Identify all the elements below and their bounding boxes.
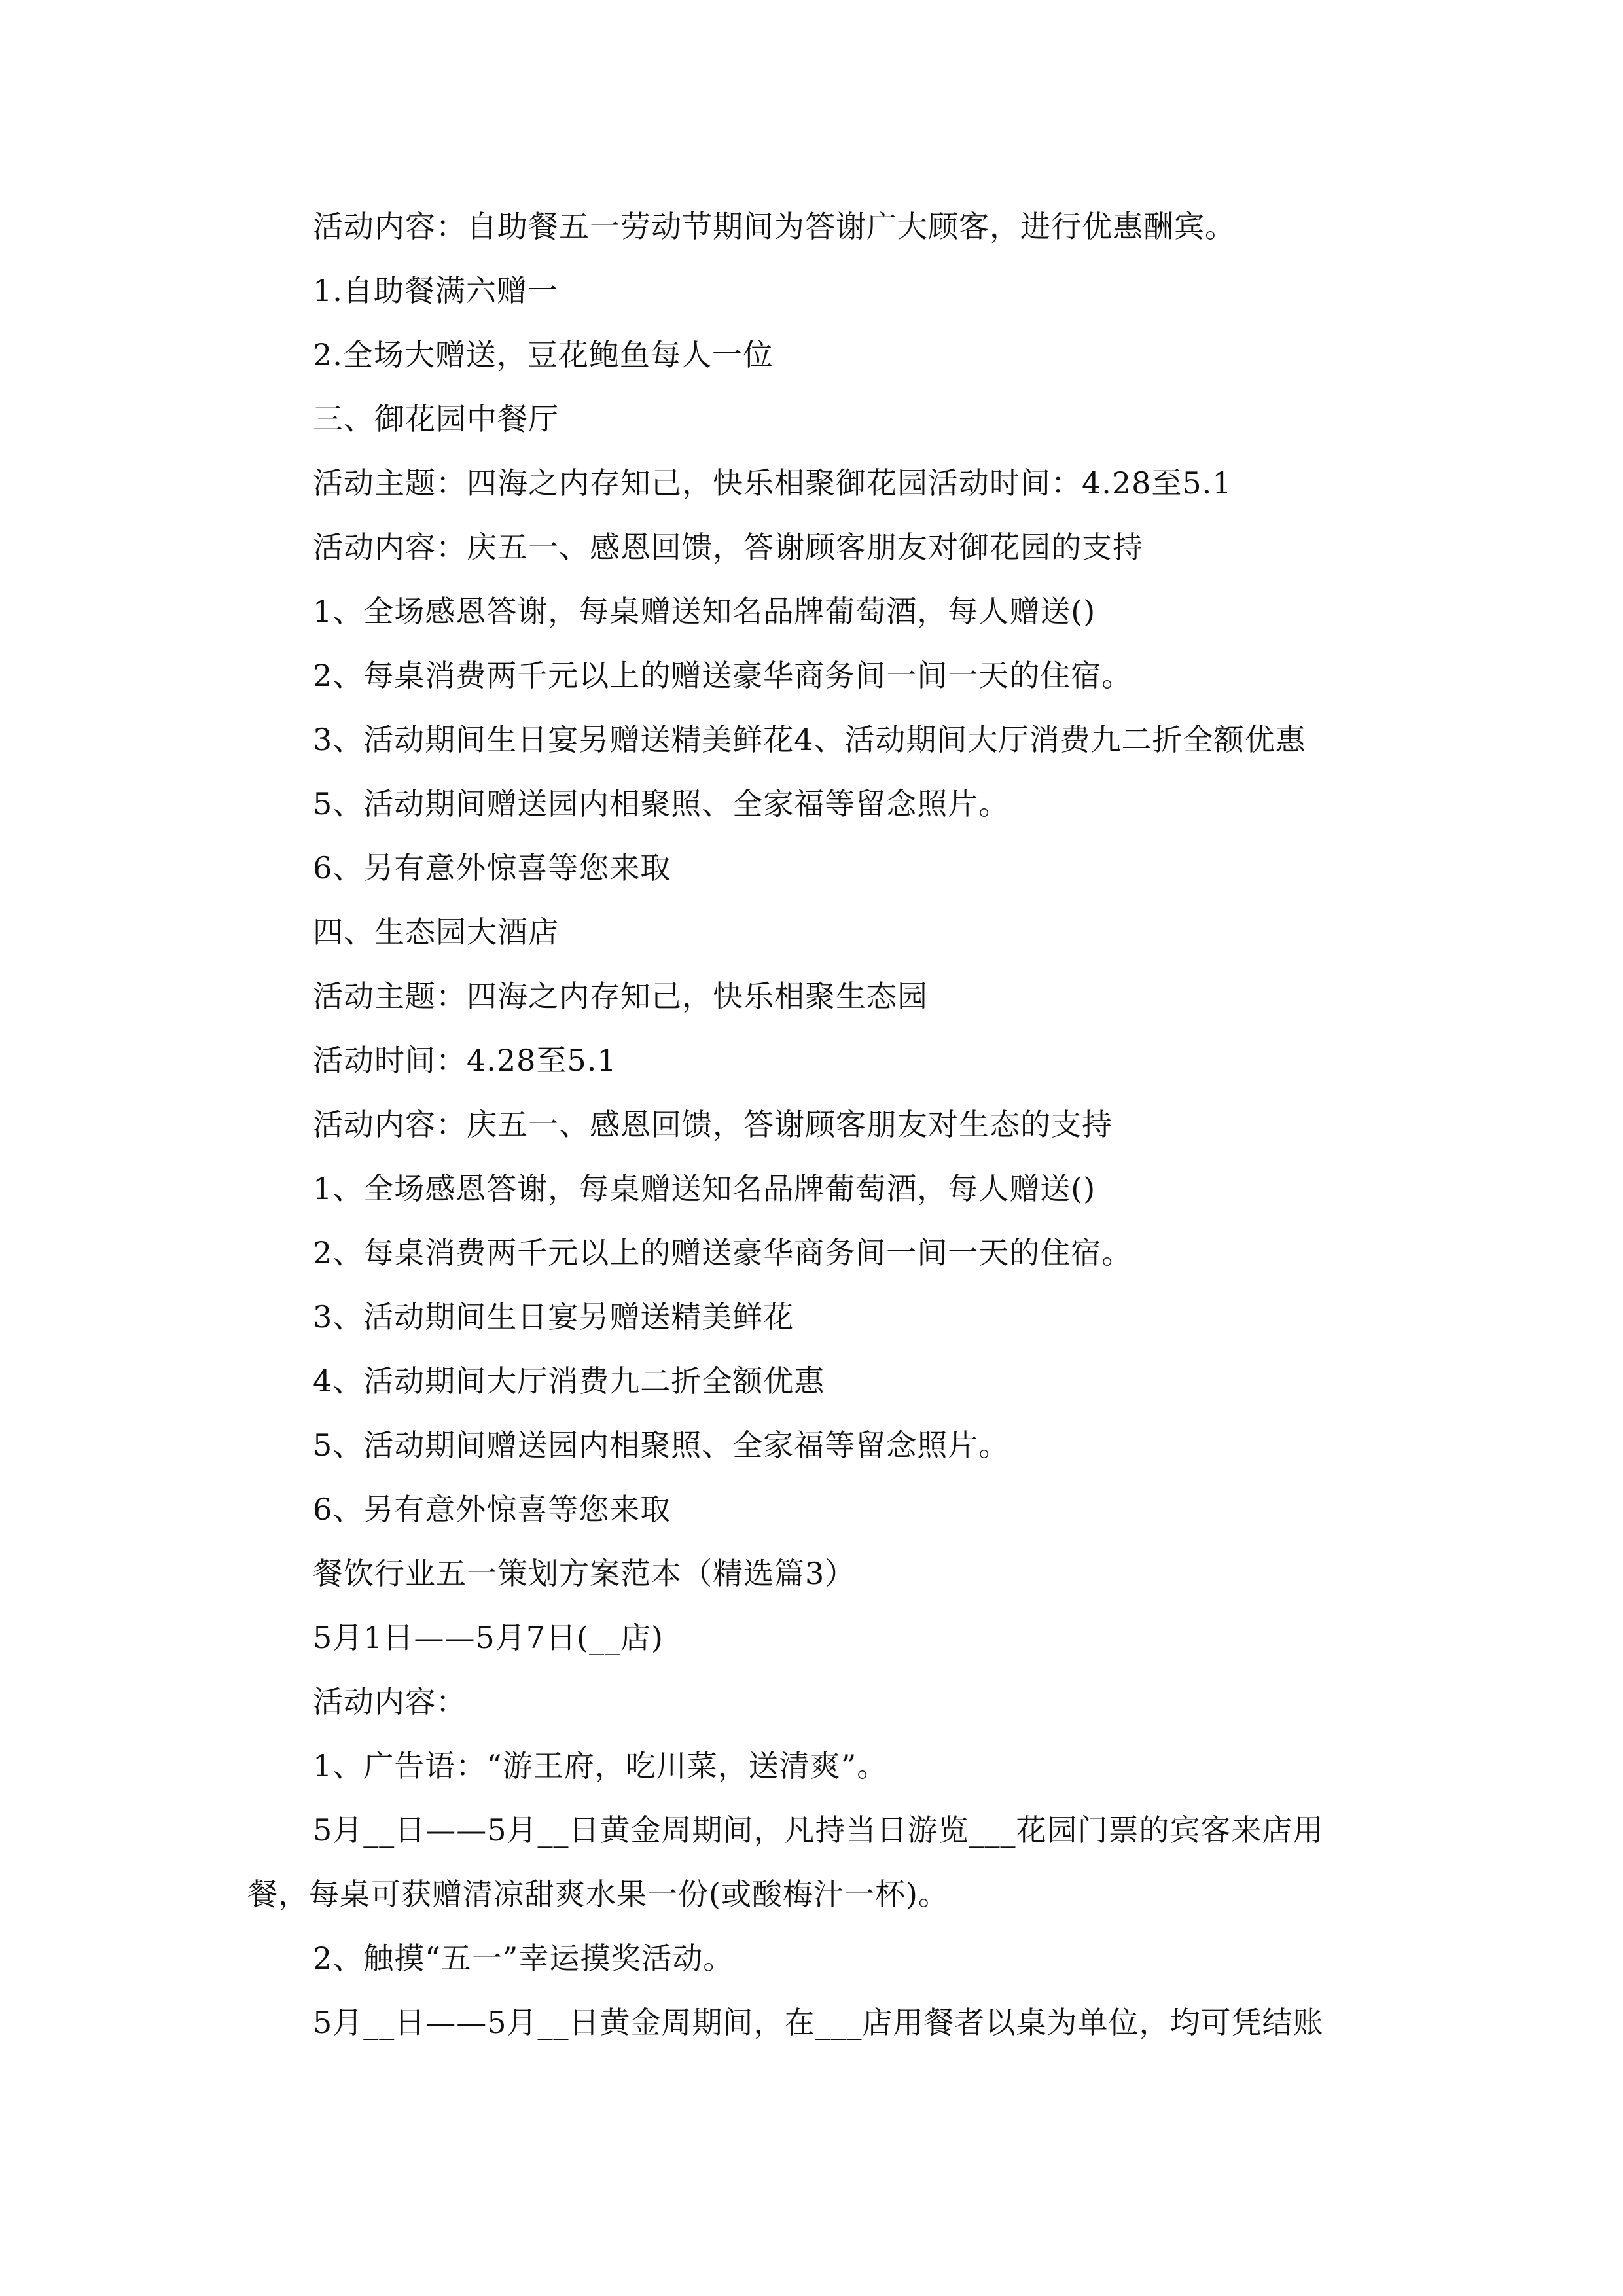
text-line: 5月__日——5月__日黄金周期间，在___店用餐者以桌为单位，均可凭结账: [313, 2005, 1324, 2040]
text-line: 5月1日——5月7日(__店): [313, 1620, 664, 1655]
section-heading: 三、御花园中餐厅: [313, 401, 559, 437]
section-heading: 四、生态园大酒店: [313, 914, 559, 950]
text-line: 餐，每桌可获赠清凉甜爽水果一份(或酸梅汁一杯)。: [247, 1876, 949, 1912]
text-line: 4、活动期间大厅消费九二折全额优惠: [313, 1363, 825, 1399]
text-line: 3、活动期间生日宴另赠送精美鲜花4、活动期间大厅消费九二折全额优惠: [313, 722, 1306, 757]
text-line: 2、触摸“五一”幸运摸奖活动。: [313, 1941, 734, 1976]
section-heading: 餐饮行业五一策划方案范本（精选篇3）: [313, 1556, 856, 1591]
text-line: 5月__日——5月__日黄金周期间，凡持当日游览___花园门票的宾客来店用: [313, 1812, 1324, 1848]
text-line: 3、活动期间生日宴另赠送精美鲜花: [313, 1299, 794, 1335]
text-line: 2.全场大赠送，豆花鲍鱼每人一位: [313, 337, 774, 372]
text-line: 1、全场感恩答谢，每桌赠送知名品牌葡萄酒，每人赠送(): [313, 594, 1096, 629]
text-line: 2、每桌消费两千元以上的赠送豪华商务间一间一天的住宿。: [313, 658, 1133, 693]
text-line: 活动内容：庆五一、感恩回馈，答谢顾客朋友对御花园的支持: [313, 529, 1143, 565]
text-line: 活动内容：自助餐五一劳动节期间为答谢广大顾客，进行优惠酬宾。: [313, 209, 1236, 244]
text-line: 活动主题：四海之内存知己，快乐相聚御花园活动时间：4.28至5.1: [313, 465, 1232, 501]
text-line: 6、另有意外惊喜等您来取: [313, 850, 671, 886]
text-line: 活动时间：4.28至5.1: [313, 1043, 617, 1078]
text-line: 1、全场感恩答谢，每桌赠送知名品牌葡萄酒，每人赠送(): [313, 1171, 1096, 1206]
text-line: 2、每桌消费两千元以上的赠送豪华商务间一间一天的住宿。: [313, 1235, 1133, 1270]
text-line: 活动内容：庆五一、感恩回馈，答谢顾客朋友对生态的支持: [313, 1107, 1113, 1142]
text-line: 1、广告语：“游王府，吃川菜，送清爽”。: [313, 1748, 888, 1784]
text-line: 活动主题：四海之内存知己，快乐相聚生态园: [313, 978, 928, 1014]
text-line: 6、另有意外惊喜等您来取: [313, 1492, 671, 1527]
text-line: 5、活动期间赠送园内相聚照、全家福等留念照片。: [313, 786, 1010, 821]
text-line: 活动内容：: [313, 1684, 467, 1719]
text-line: 1.自助餐满六赠一: [313, 273, 558, 308]
text-line: 5、活动期间赠送园内相聚照、全家福等留念照片。: [313, 1427, 1010, 1463]
